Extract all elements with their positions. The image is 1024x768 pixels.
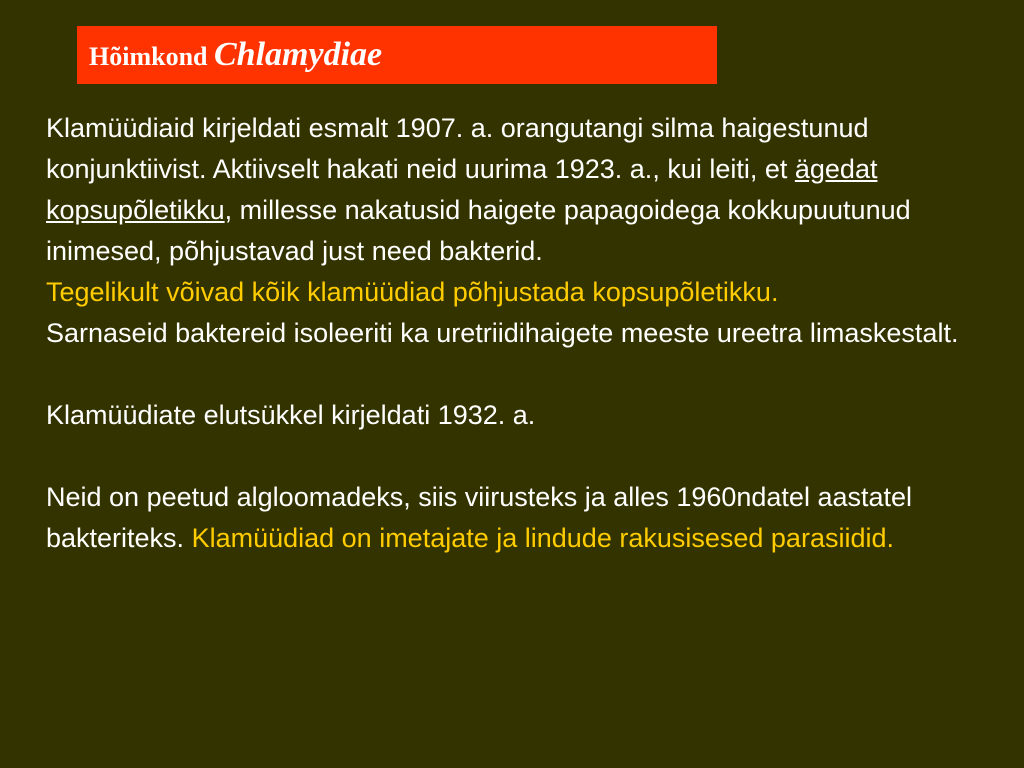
history-text-end: , millesse nakatusid haigete papagoidega kokkupuutunud inimesed, põhjustavad just need bakterid.	[46, 195, 911, 266]
title-prefix: Hõimkond	[89, 42, 208, 71]
parasite-highlight: Klamüüdiad on imetajate ja lindude rakusisesed parasiidid.	[191, 523, 894, 553]
title-italic: Chlamydiae	[214, 36, 383, 73]
paragraph-classification	[46, 477, 986, 559]
slide-title	[89, 38, 382, 74]
slide-body	[46, 108, 986, 559]
paragraph-pneumonia-highlight: Tegelikult võivad kõik klamüüdiad põhjustada kopsupõletikku.	[46, 277, 779, 307]
spacer	[46, 436, 986, 477]
paragraph-history	[46, 108, 986, 272]
spacer	[46, 354, 986, 395]
title-box	[77, 26, 717, 84]
history-text-start: Klamüüdiaid kirjeldati esmalt 1907. a. orangutangi silma haigestunud konjunktiivist. Aktiivselt hakati neid uurima 1923. a., kui leiti, et	[46, 113, 869, 184]
paragraph-urethritis: Sarnaseid baktereid isoleeriti ka uretriidihaigete meeste ureetra limaskestalt.	[46, 318, 959, 348]
classification-text: Neid on peetud algloomadeks, siis viirusteks ja alles 1960ndatel aastatel bakteriteks.	[46, 482, 913, 553]
pneumonia-link[interactable]: ägedat kopsupõletikku	[46, 154, 878, 225]
paragraph-lifecycle: Klamüüdiate elutsükkel kirjeldati 1932. a.	[46, 400, 536, 430]
